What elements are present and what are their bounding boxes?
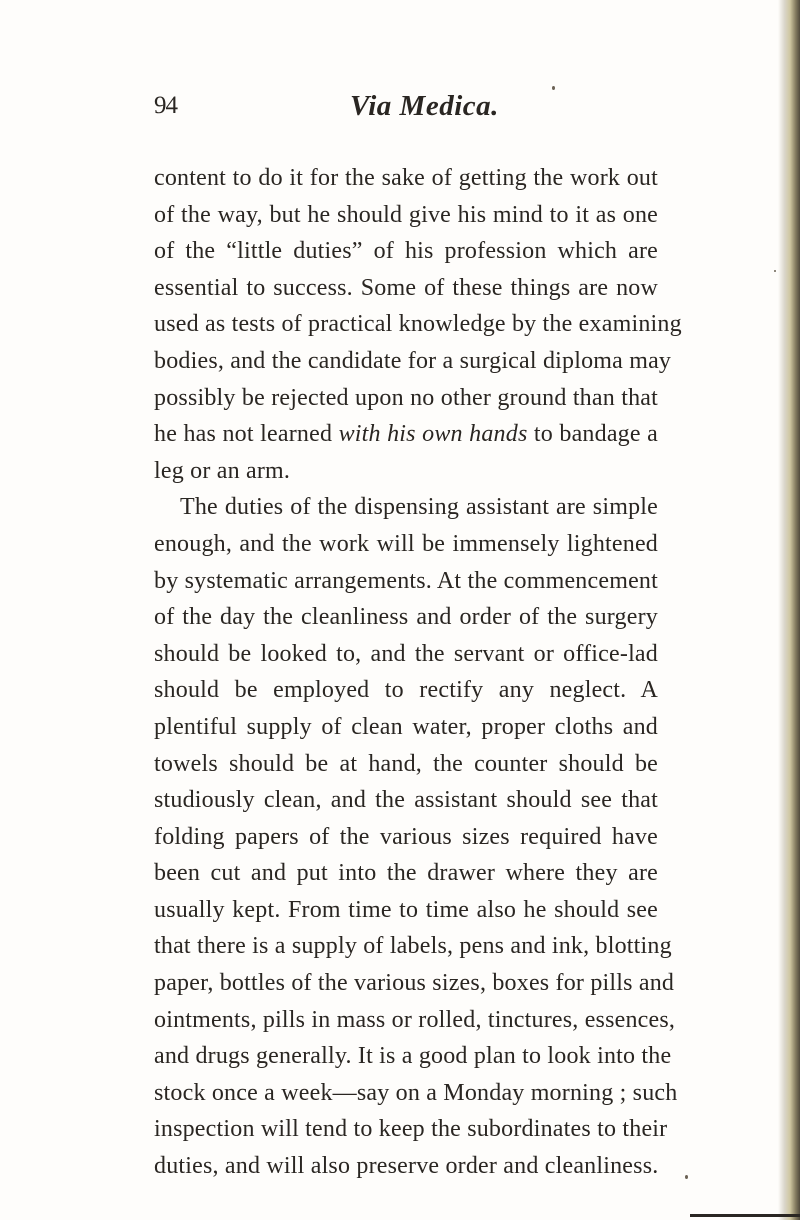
text-line: of the “little duties” of his profession which are (154, 238, 658, 265)
text-line: bodies, and the candidate for a surgical diploma may (154, 347, 672, 374)
text-line: usually kept. From time to time also he should see (154, 896, 658, 923)
text-line: essential to success. Some of these things are now (154, 274, 658, 301)
paper-speck (774, 270, 776, 272)
text-line: of the way, but he should give his mind to it as one (154, 201, 658, 228)
text-line: ointments, pills in mass or rolled, tinctures, essences, (154, 1006, 676, 1033)
text-segment: he has not learned (154, 421, 339, 448)
text-line: and drugs generally. It is a good plan to look into the (154, 1043, 672, 1070)
page-edge-shadow (778, 0, 800, 1220)
italic-phrase: with his own hands (338, 421, 528, 448)
text-line: leg or an arm. (154, 457, 291, 484)
text-line: should be employed to rectify any neglect. A (154, 677, 658, 704)
text-line: duties, and will also preserve order and cleanliness. (154, 1153, 659, 1180)
text-line: been cut and put into the drawer where they are (154, 860, 658, 887)
text-line: towels should be at hand, the counter should be (154, 750, 658, 777)
running-title: Via Medica. (350, 90, 499, 122)
text-line: stock once a week—say on a Monday morning ; such (154, 1079, 678, 1106)
text-line-mixed (154, 416, 658, 453)
text-line: by systematic arrangements. At the commencement (154, 567, 658, 594)
paper-speck (552, 86, 555, 90)
text-line: of the day the cleanliness and order of the surgery (154, 604, 658, 631)
text-line: used as tests of practical knowledge by the examining (154, 311, 682, 338)
page-bottom-edge (690, 1214, 800, 1217)
text-line: content to do it for the sake of getting the work out (154, 165, 658, 191)
paper-speck (685, 1175, 688, 1179)
text-segment: to bandage a (527, 421, 658, 448)
text-line: plentiful supply of clean water, proper cloths and (154, 713, 658, 740)
paragraph-first-line: The duties of the dispensing assistant are simple (180, 494, 658, 521)
text-line: possibly be rejected upon no other ground than that (154, 384, 658, 411)
page-header (0, 86, 800, 126)
text-line: studiously clean, and the assistant should see that (154, 787, 658, 814)
page-number: 94 (154, 92, 177, 119)
text-line: that there is a supply of labels, pens and ink, blotting (154, 933, 672, 960)
text-line: enough, and the work will be immensely lightened (154, 530, 658, 557)
body-text (154, 160, 682, 1185)
text-line: inspection will tend to keep the subordinates to their (154, 1116, 668, 1143)
text-line: should be looked to, and the servant or office-lad (154, 640, 658, 667)
text-line: paper, bottles of the various sizes, boxes for pills and (154, 970, 675, 997)
text-line: folding papers of the various sizes required have (154, 823, 658, 850)
